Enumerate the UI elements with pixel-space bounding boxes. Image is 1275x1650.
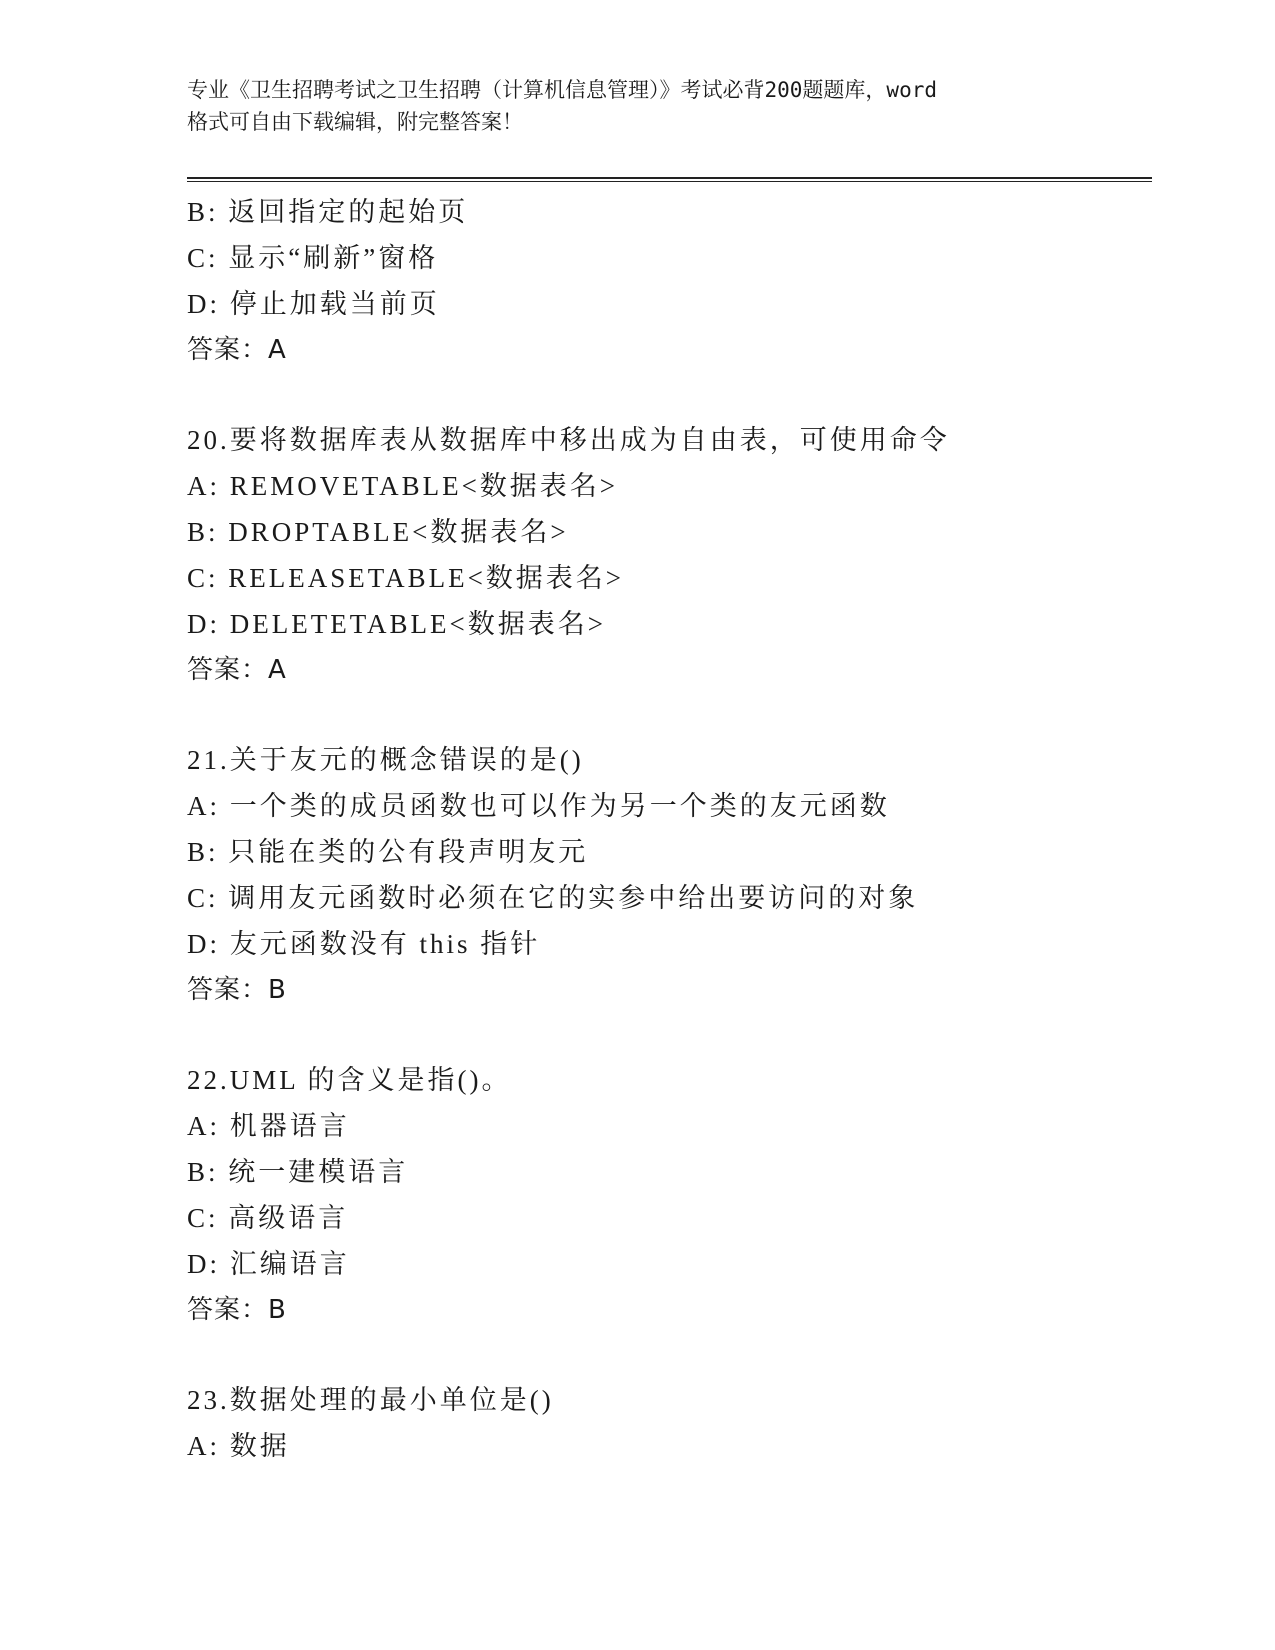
option-a: A: 一个类的成员函数也可以作为另一个类的友元函数 <box>187 791 890 821</box>
question-stem: 21.关于友元的概念错误的是() <box>187 745 584 775</box>
question-block-22 <box>187 1057 1152 1333</box>
answer-label: 答案：B <box>187 1295 287 1325</box>
option-b: B: 统一建模语言 <box>187 1157 409 1187</box>
option-b: B: 返回指定的起始页 <box>187 197 469 227</box>
option-a: A: 数据 <box>187 1431 290 1461</box>
question-stem: 23.数据处理的最小单位是() <box>187 1385 554 1415</box>
option-a: A: REMOVETABLE<数据表名> <box>187 471 619 501</box>
question-block-20 <box>187 417 1152 693</box>
question-block-21 <box>187 737 1152 1013</box>
option-c: C: 高级语言 <box>187 1203 349 1233</box>
answer-label: 答案：B <box>187 975 287 1005</box>
option-d: D: 汇编语言 <box>187 1249 350 1279</box>
option-d: D: 停止加载当前页 <box>187 289 440 319</box>
header-title-line-2: 格式可自由下载编辑，附完整答案！ <box>187 110 523 134</box>
question-block-continued <box>187 189 1152 373</box>
question-stem: 22.UML 的含义是指()。 <box>187 1065 512 1095</box>
option-b: B: 只能在类的公有段声明友元 <box>187 837 589 867</box>
option-d: D: DELETETABLE<数据表名> <box>187 609 606 639</box>
header-title-line-1: 专业《卫生招聘考试之卫生招聘（计算机信息管理）》考试必背200题题库，word <box>187 78 937 102</box>
option-c: C: 显示“刷新”窗格 <box>187 243 439 273</box>
question-stem: 20.要将数据库表从数据库中移出成为自由表，可使用命令 <box>187 425 950 455</box>
question-spacer <box>187 373 1152 417</box>
option-c: C: 调用友元函数时必须在它的实参中给出要访问的对象 <box>187 883 919 913</box>
header-divider <box>187 177 1152 182</box>
question-list <box>187 189 1152 1469</box>
question-block-23 <box>187 1377 1152 1469</box>
question-spacer <box>187 1013 1152 1057</box>
document-header <box>187 74 1107 138</box>
option-d: D: 友元函数没有 this 指针 <box>187 929 541 959</box>
question-spacer <box>187 1333 1152 1377</box>
question-spacer <box>187 693 1152 737</box>
answer-label: 答案：A <box>187 335 287 365</box>
option-b: B: DROPTABLE<数据表名> <box>187 517 569 547</box>
answer-label: 答案：A <box>187 655 287 685</box>
option-a: A: 机器语言 <box>187 1111 350 1141</box>
option-c: C: RELEASETABLE<数据表名> <box>187 563 625 593</box>
